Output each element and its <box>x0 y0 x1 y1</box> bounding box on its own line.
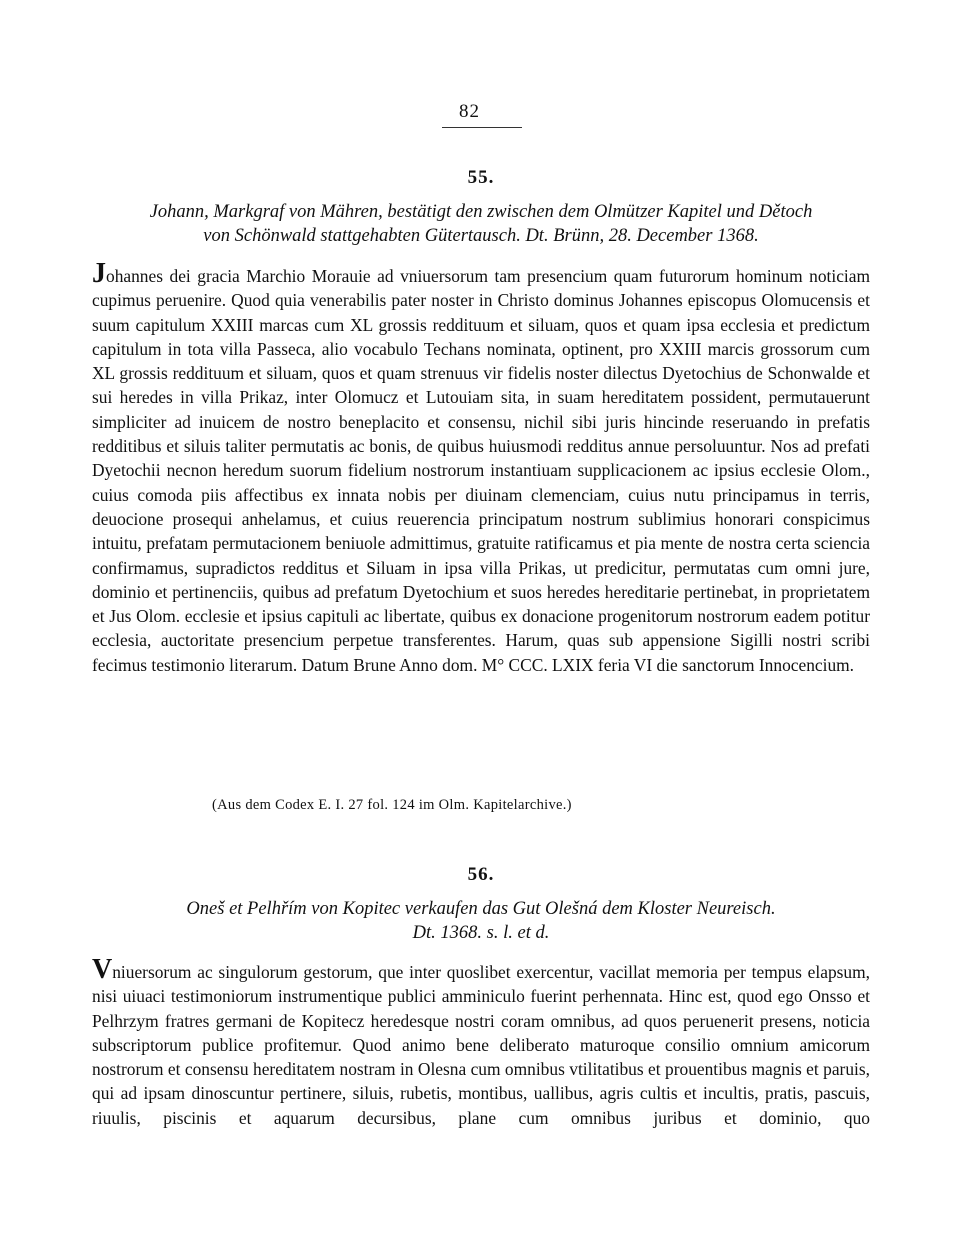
page-number-rule <box>442 127 522 128</box>
regest-line: von Schönwald stattgehabten Gütertausch. Dt. Brünn, 28. December 1368. <box>203 226 759 246</box>
document-text-body: ohannes dei gracia Marchio Morauie ad vniuersorum tam presencium quam futurorum hominum noticiam cupimus peruenire. Quod quia venerabilis pater noster in Christo dominus Johannes episcopus Olomucensis et suum capitulum XXIII marcas cum XL grossis reddituum et siluam, quos et quam ipsa ecclesia et predictum capitulum in tota villa Passeca, alio vocabulo Techans nominata, optinent, pro XXIII marcis grossorum cum XL grossis reddituum et siluam, quos et quam strenuus vir fidelis noster dilectus Dyetochius de Schonwalde et sui heredes in villa Prikaz, inter Olomucz et Lutouiam sita, in suam hereditatem possident, permutauerunt simpliciter ad inuicem de nostro beneplacito et consensu, nichil sibi juris hincinde reseruando in prefatis redditibus et siluis taliter permutatis ac bonis, de quibus huiusmodi redditus annue persoluuntur. Nos ad prefati Dyetochii necnon heredum suorum fidelium nostrorum instantiuam supplicacionem ac ipsius ecclesie Olom., cuius comoda piis affectibus ex innata nobis per diuinam clemenciam, cuius nutu principamus in terris, deuocione prosequi anhelamus, et cuius reuerencia principatum nostrum sublimius honorari conspicimus intuitu, prefatam permutacionem beniuole admittimus, gratuite ratificamus et pia mente de nostra certa sciencia confirmamus, supradictos redditus et Siluam in ipsa villa Prikas, ut predicitur, permutatas cum omni jure, dominio et pertinenciis, quibus ad prefatum Dyetochium et suos heredes hereditarie pertinebat, in proprietatem et Jus Olom. ecclesie et ipsius capituli ac libertate, quibus ex donacione progenitorum nostrorum eadem potitur ecclesia, auctoritate presencium perpetue transferentes. Harum, quas sub appensione Sigilli nostri scribi fecimus testimonio literarum. Datum Brune Anno dom. M° CCC. LXIX feria VI die sanctorum Innocencium. <box>92 266 870 675</box>
regest-line: Dt. 1368. s. l. et d. <box>412 923 550 943</box>
document-text <box>92 954 870 1130</box>
document-number: 56. <box>467 864 495 885</box>
initial-letter: V <box>92 954 113 985</box>
regest-line: Oneš et Pelhřím von Kopitec verkaufen das Gut Olešná dem Kloster Neureisch. <box>186 899 776 919</box>
source-note: (Aus dem Codex E. I. 27 fol. 124 im Olm. Kapitelarchive.) <box>212 797 572 813</box>
document-text <box>92 258 870 677</box>
regest-line: Johann, Markgraf von Mähren, bestätigt den zwischen dem Olmützer Kapitel und Dětoch <box>149 202 813 222</box>
document-text-body: niuersorum ac singulorum gestorum, que inter quoslibet exercentur, vacillat memoria per tempus elapsum, nisi uiuaci testimoniorum instrumentique publici amminiculo fuerint perhennata. Hinc est, quod ego Onsso et Pelhrzym fratres germani de Kopitecz heredesque nostri coram omnibus, ad quos peruenerit presens, noticia subscriptorum publice profitemur. Quod animo bene deliberato maturoque consilio omnium amicorum nostrorum et consensu hereditatem nostram in Olesna cum omnibus vtilitatibus et prouentibus magnis et paruis, qui ad ipsam dinoscuntur pertinere, siluis, rubetis, montibus, uallibus, agris cultis et incultis, pratis, pascuis, riuulis, piscinis et aquarum decursibus, plane cum omnibus juribus et dominio, quo <box>92 962 870 1128</box>
document-number: 55. <box>467 167 495 188</box>
page-number: 82 <box>459 101 480 122</box>
initial-letter: J <box>92 258 106 289</box>
